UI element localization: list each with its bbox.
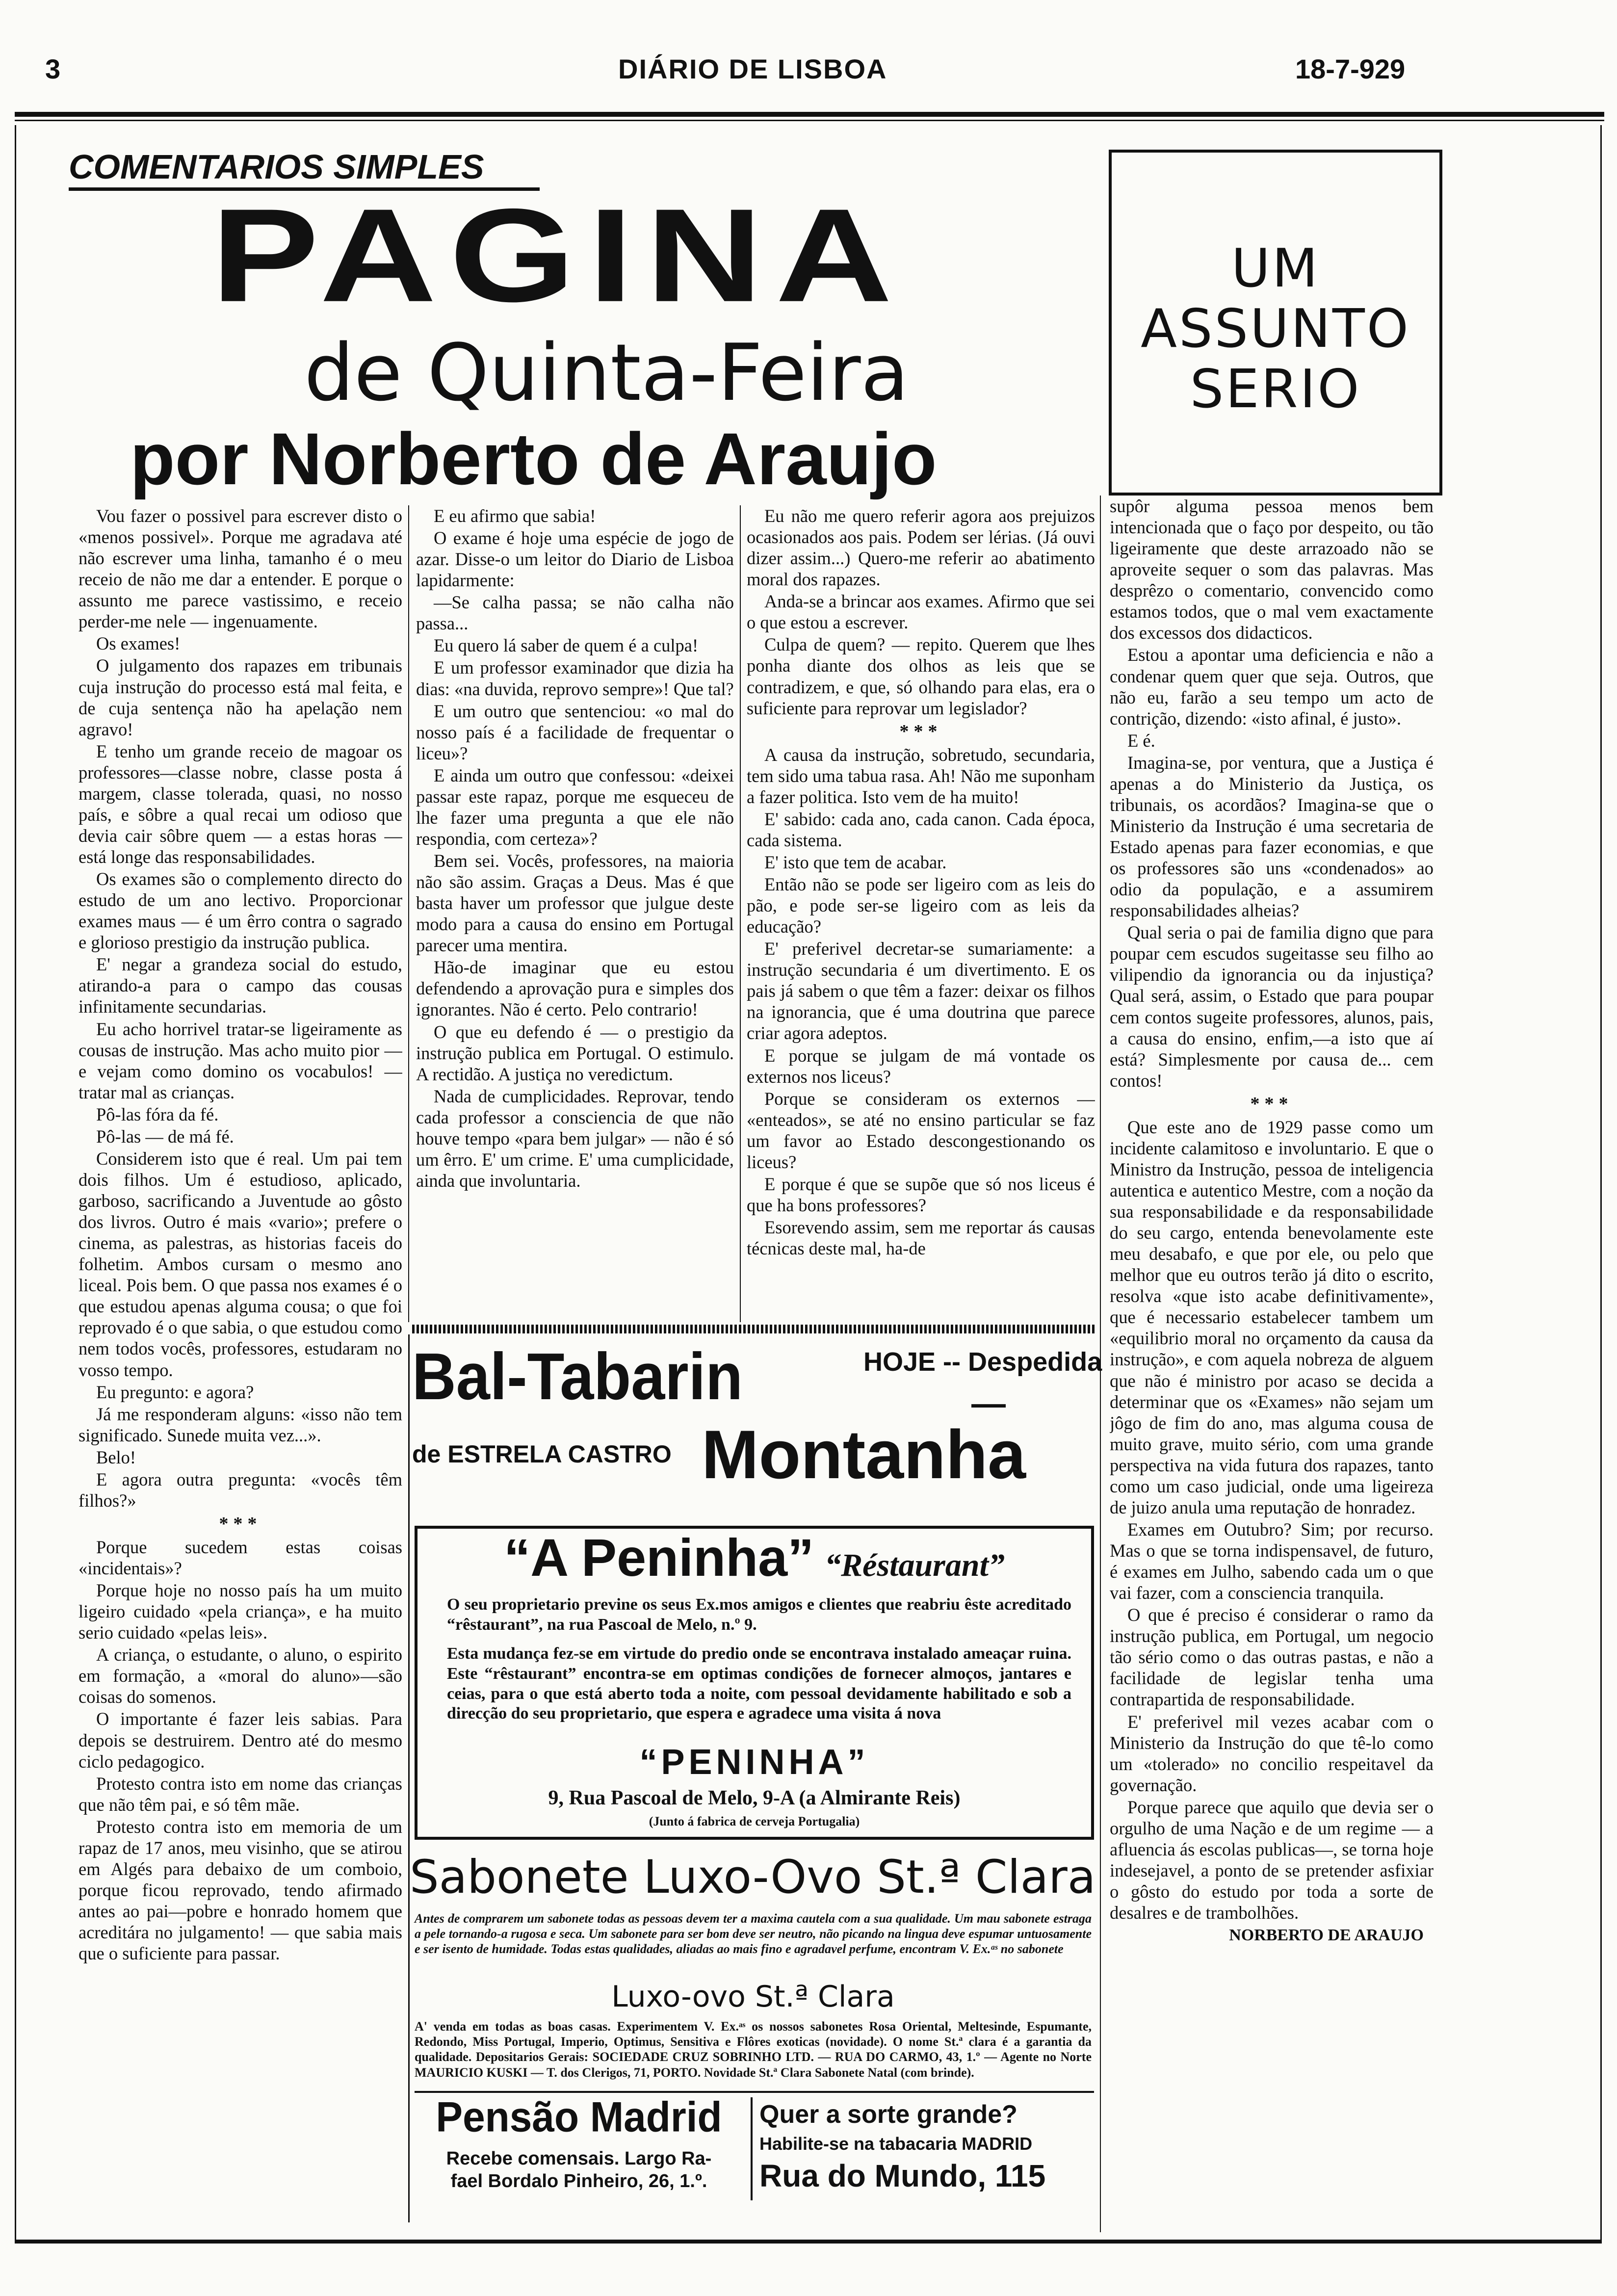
paragraph: E ainda um outro que confessou: «deixei passar este rapaz, porque me esqueceu de lhe fazer uma pregunta a que ele não respondia, com certeza»? <box>416 765 734 849</box>
paragraph: O julgamento dos rapazes em tribunais cuja instrução do processo está mal feita, e de cuja sentença não ha apelação nem agravo! <box>78 655 402 739</box>
side-box <box>1109 150 1442 496</box>
baltabarin-sub: de ESTRELA CASTRO <box>412 1440 672 1468</box>
masthead-rule <box>15 112 1604 117</box>
headline: PAGINA <box>211 181 905 330</box>
paragraph: E' negar a grandeza social do estudo, atirando-a para o campo das cousas infinitamente secundarias. <box>78 954 402 1017</box>
page-number: 3 <box>45 53 61 84</box>
section-separator: *** <box>899 721 942 742</box>
paragraph: A causa da instrução, sobretudo, secundaria, tem sido uma tabua rasa. Ah! Não me suponham a fazer politica. Isto vem de ha muito! <box>747 744 1095 807</box>
paragraph: Esorevendo assim, sem me reportar ás causas técnicas deste mal, ha-de <box>747 1217 1095 1259</box>
frame-left <box>15 125 16 2240</box>
paragraph: O importante é fazer leis sabias. Para depois se destruirem. Dentro até do mesmo ciclo pedagogico. <box>78 1709 402 1772</box>
paragraph: E' isto que tem de acabar. <box>764 852 947 872</box>
peninha-title: “A Peninha” <box>504 1528 814 1587</box>
paragraph: Porque parece que aquilo que devia ser o orgulho de uma Nação e de um regime — a afluencia ás escolas publicas—, se torna hoje indesejavel, a ponto de se pretender asfixiar o gôsto do estudo por toda a sorte de desalres e de trambolhões. <box>1110 1797 1434 1923</box>
paragraph: E é. <box>1127 730 1155 751</box>
paragraph: E porque é que se supõe que só nos liceus é que ha bons professores? <box>747 1174 1095 1215</box>
peninha-body: Esta mudança fez-se em virtude do predio onde se encontrava instalado ameaçar ruina. Este “rêstaurant” encontra-se em optimas condições de fornecer almoços, jantares e ceias, para o que está aberto toda a noite, com pessoal devidamente habilitado e sob a direcção do seu proprietario, que espera e agradece uma visita á nova <box>447 1644 1071 1723</box>
article-column-1 <box>78 505 402 2173</box>
paragraph: E' preferivel mil vezes acabar com o Ministerio da Instrução do que tê-lo como um «tolerado» no concilio respeitavel da governação. <box>1110 1711 1434 1795</box>
paragraph: Qual seria o pai de familia digno que para poupar cem escudos sugeitasse seu filho ao vilipendio da ignorancia ou da injustiça? Qual será, assim, o Estado que para poupar cem contos sugeite professores, alunos, pais, a causa do ensino, enfim,—a isto que aí está? Simplesmente por causa de... cem contos! <box>1110 922 1434 1091</box>
kicker: COMENTARIOS SIMPLES <box>69 148 484 186</box>
pensao-title: Pensão Madrid <box>436 2093 722 2141</box>
paragraph: Já me responderam alguns: «isso não tem significado. Sunede muita vez...». <box>78 1404 402 1445</box>
paragraph: Que este ano de 1929 passe como um incidente calamitoso e involuntario. E que o Ministro da Instrução, pessoa de inteligencia autentica e autentico Mestre, com a noção da sua responsabilidade e da responsabilidade do seu cargo, entenda benevolamente este meu desabafo, e que por ele, ou pelo que melhor que eu outros terão já dito o escrito, resolva «que isto acabe definitivamente», que é necessario estabelecer tambem um «equilibrio moral no orçamento da causa da instrução», e com aquela nobreza de alguem que não é ministro por acaso se decida a determinar que os «Exames» não sejam um jôgo de fim do ano, mas alguma cousa de muito grave, muito sério, com uma grande perspectiva na vida futura dos rapazes, tanto como um caso judicial, onde uma ligeireza de juizo anula uma reputação de honradez. <box>1110 1117 1434 1517</box>
column-rule-2 <box>740 505 741 1322</box>
paragraph: Imagina-se, por ventura, que a Justiça é apenas a do Ministerio da Justiça, os tribunais, os acordãos? Imagina-se que o Ministerio da Instrução é uma secretaria de Estado apenas para fazer economias, e que os professores são uns «condenados» ao odio da população, e a assumirem responsabilidades alheias? <box>1110 752 1434 921</box>
paragraph: E um outro que sentenciou: «o mal do nosso país é a facilidade de frequentar o liceu»? <box>416 701 734 763</box>
baltabarin-headliner: Montanha <box>702 1416 1026 1493</box>
paragraph: A criança, o estudante, o aluno, o espirito em formação, a «moral do aluno»—são coisas do somenos. <box>78 1644 402 1707</box>
paragraph: —Se calha passa; se não calha não passa... <box>416 592 734 634</box>
paragraph: E agora outra pregunta: «vocês têm filhos?» <box>78 1469 402 1511</box>
column-rule-1 <box>408 505 409 1322</box>
paragraph: Protesto contra isto em memoria de um rapaz de 17 anos, meu visinho, que se atirou em Algés para debaixo de um comboio, porque ficou reprovado, tendo afirmado antes ao pai—pobre e honrado homem que acreditára no julgamento! — que sabia mais que o suficiente para passar. <box>78 1816 402 1964</box>
paragraph: E tenho um grande receio de magoar os professores—classe nobre, classe posta á margem, classe tolerada, quasi, no nosso país, e sôbre a qual recai um odioso que devia cair sôbre quem — a estas horas — está longe das responsabilidades. <box>78 741 402 867</box>
frame-right <box>1600 125 1602 2240</box>
paragraph: Vou fazer o possivel para escrever disto o «menos possivel». Porque me agradava até não escrever uma linha, tamanho é o meu receio de não me dar a entender. E porque o assunto me parece vastissimo, e receio perder-me nele — ingenuamente. <box>78 506 402 632</box>
paragraph: Os exames são o complemento directo do estudo de um ano lectivo. Proporcionar exames maus — é um êrro contra o sagrado e glorioso prestigio da instrução publica. <box>78 869 402 953</box>
peninha-name: “PENINHA” <box>639 1743 869 1782</box>
headline-subtitle: de Quinta-Feira <box>304 327 909 418</box>
peninha-restaurant-script: “Réstaurant” <box>825 1547 1005 1583</box>
sabonete-subtitle: Luxo-ovo St.ª Clara <box>611 1980 895 2014</box>
paragraph: Porque se consideram os externos — «enteados», se até no ensino particular se faz um favor ao Estado descongestionando os liceus? <box>747 1088 1095 1172</box>
paragraph: Culpa de quem? — repito. Querem que lhes ponha diante dos olhos as leis que se contradizem, e que, só olhando para elas, era o suficiente para reprovar um legislador? <box>747 634 1095 718</box>
paragraph: Eu quero lá saber de quem é a culpa! <box>434 635 699 656</box>
paragraph: Protesto contra isto em nome das crianças que não têm pai, e só têm mãe. <box>78 1773 402 1815</box>
paragraph: Eu pregunto: e agora? <box>96 1382 254 1402</box>
sorte-address: Rua do Mundo, 115 <box>759 2158 1046 2193</box>
section-separator: *** <box>219 1513 262 1534</box>
byline: por Norberto de Araujo <box>130 417 937 500</box>
paragraph: Os exames! <box>96 633 181 654</box>
ad-bottom-rule <box>415 2091 1094 2093</box>
frame-bottom <box>15 2240 1602 2244</box>
paragraph: E porque se julgam de má vontade os externos nos liceus? <box>747 1045 1095 1087</box>
section-separator: *** <box>1250 1093 1293 1114</box>
peninha-note: (Junto á fabrica de cerveja Portugalia) <box>649 1814 860 1828</box>
paragraph: Anda-se a brincar aos exames. Afirmo que sei o que estou a escrever. <box>747 591 1095 633</box>
paragraph: Pô-las — de má fé. <box>96 1126 234 1147</box>
paragraph: Bem sei. Vocês, professores, na maioria não são assim. Graças a Deus. Mas é que basta haver um professor que julgue deste modo para a causa do ensino em Portugal parecer uma mentira. <box>416 851 734 956</box>
side-box-line-2: ASSUNTO <box>1141 298 1410 360</box>
paragraph: Considerem isto que é real. Um pai tem dois filhos. Um é estudioso, aplicado, garboso, sacrificando a Juventude ao gôsto dos livros. Outro é mais «vario»; prefere o cinema, as palestras, as historias faceis do folhetim. Ambos cursam o mesmo ano liceal. Pois bem. O que passa nos exames é o que estudou apenas alguma cousa; o que foi reprovado é o que sabia, o que estudou como nem todos vocês, professores, estudaram no vosso tempo. <box>78 1148 402 1380</box>
pensao-line-1: Recebe comensais. Largo Ra- <box>446 2148 712 2169</box>
article-column-4 <box>1110 496 1434 2232</box>
article-column-3 <box>747 505 1095 1325</box>
paragraph: Hão-de imaginar que eu estou defendendo a aprovação pura e simples dos ignorantes. Não é certo. Pelo contrario! <box>416 957 734 1020</box>
ad-rule-left <box>408 1334 410 2222</box>
ad-divider <box>412 1325 1096 1333</box>
paragraph: E eu afirmo que sabia! <box>434 506 596 526</box>
signature: NORBERTO DE ARAUJO <box>1229 1926 1424 1945</box>
paragraph: Pô-las fóra da fé. <box>96 1104 219 1124</box>
masthead-rule-thin <box>15 120 1604 121</box>
sorte-line-2: Habilite-se na tabacaria MADRID <box>759 2134 1033 2154</box>
paragraph: O que é preciso é considerar o ramo da instrução publica, em Portugal, um negocio tão sério como o das outras pastas, e não a facilidade de legislar tenha uma contrapartida de responsabilidade. <box>1110 1605 1434 1710</box>
sabonete-sales: A' venda em todas as boas casas. Experimentem V. Ex.ᵃˢ os nossos sabonetes Rosa Oriental, Meltesinde, Espumante, Redondo, Miss Portugal, Imperio, Optimus, Sensitiva e Flôres exoticas (novidade). O nome St.ª clara é a garantia da qualidade. Depositarios Gerais: SOCIEDADE CRUZ SOBRINHO LTD. — RUA DO CARMO, 43, 1.º — Agente no Norte MAURICIO KUSKI — T. dos Clerigos, 71, PORTO. Novidade St.ª Clara Sabonete Natal (com brinde). <box>415 2019 1092 2080</box>
paragraph: Nada de cumplicidades. Reprovar, tendo cada professor a consciencia de que não houve tempo «para bem julgar» — não é só um êrro. E' um crime. E' uma cumplicidade, ainda que involuntaria. <box>416 1086 734 1191</box>
paper-name: DIÁRIO DE LISBOA <box>618 53 887 84</box>
peninha-notice: O seu proprietario previne os seus Ex.mos amigos e clientes que reabriu êste acreditado “rêstaurant”, na rua Pascoal de Melo, n.º 9. <box>447 1595 1071 1634</box>
paragraph: Exames em Outubro? Sim; por recurso. Mas o que se torna indispensavel, de futuro, é exames em Julho, sabendo cada um o que vai fazer, com a consciencia tranquila. <box>1110 1519 1434 1603</box>
pensao-line-2: fael Bordalo Pinheiro, 26, 1.º. <box>450 2171 707 2192</box>
paragraph: Estou a apontar uma deficiencia e não a condenar quem quer que seja. Outros, que não eu, farão a seu tempo um acto de contrição, dizendo: «isto afinal, é justo». <box>1110 645 1434 729</box>
issue-date: 18-7-929 <box>1295 53 1406 84</box>
baltabarin-dash: — <box>971 1384 1006 1422</box>
paragraph: E um professor examinador que dizia ha dias: «na duvida, reprovo sempre»! Que tal? <box>416 657 734 699</box>
paragraph: Porque hoje no nosso país ha um muito ligeiro cuidado «pela criança», e ha muito serio cuidado «pelas leis». <box>78 1580 402 1643</box>
sabonete-body: Antes de comprarem um sabonete todas as pessoas devem ter a maxima cautela com a sua qualidade. Um mau sabonete estraga a pele tornando-a rugosa e seca. Um sabonete para ser bom deve ser neutro, não picando na lingua deve espumar untuosamente e ser isento de humidade. Todas estas qualidades, aliadas ao mais fino e agradavel perfume, encontram V. Ex.ᵃˢ no sabonete <box>415 1911 1092 1957</box>
paragraph: Eu acho horrivel tratar-se ligeiramente as cousas de instrução. Mas acho muito pior — e vejam como domino os vocabulos! — tratar mal as crianças. <box>78 1018 402 1102</box>
baltabarin-today: HOJE -- Despedida <box>863 1347 1102 1377</box>
sabonete-title: Sabonete Luxo-Ovo St.ª Clara <box>410 1851 1096 1904</box>
paragraph: Porque sucedem estas coisas «incidentais»? <box>78 1537 402 1578</box>
baltabarin-title: Bal-Tabarin <box>412 1339 743 1413</box>
paragraph: E' sabido: cada ano, cada canon. Cada época, cada sistema. <box>747 809 1095 850</box>
side-box-line-1: UM <box>1231 238 1320 299</box>
peninha-ad <box>415 1526 1094 1840</box>
paragraph: E' preferivel decretar-se sumariamente: a instrução secundaria é um divertimento. E os pais já sabem o que têm a fazer: deixar os filhos na ignorancia, que é uma doutrina que parece criar agora adeptos. <box>747 939 1095 1044</box>
paragraph: Belo! <box>96 1447 136 1467</box>
sorte-title: Quer a sorte grande? <box>759 2100 1017 2129</box>
peninha-address: 9, Rua Pascoal de Melo, 9-A (a Almirante Reis) <box>548 1787 961 1809</box>
paragraph: O exame é hoje uma espécie de jogo de azar. Disse-o um leitor do Diario de Lisboa lapidarmente: <box>416 528 734 591</box>
paragraph: supôr alguma pessoa menos bem intencionada que o faço por despeito, ou tão ligeiramente que deste arrazoado não se aproveite sequer o som das palavras. Mas desprêzo o comentario, convencido como estamos todos, que o mal vem exactamente dos excessos dos didacticos. <box>1110 496 1434 643</box>
article-column-2 <box>416 505 734 1325</box>
paragraph: Eu não me quero referir agora aos prejuizos ocasionados aos pais. Podem ser lérias. (Já ouvi dizer assim...) Quero-me referir ao abatimento moral dos rapazes. <box>747 506 1095 590</box>
paragraph: O que eu defendo é — o prestigio da instrução publica em Portugal. O estimulo. A rectidão. A justiça no veredictum. <box>416 1021 734 1084</box>
ad-split-rule <box>751 2097 753 2200</box>
paragraph: Então não se pode ser ligeiro com as leis do pão, e pode ser-se ligeiro com as leis da educação? <box>747 874 1095 937</box>
side-box-line-3: SERIO <box>1190 359 1361 420</box>
